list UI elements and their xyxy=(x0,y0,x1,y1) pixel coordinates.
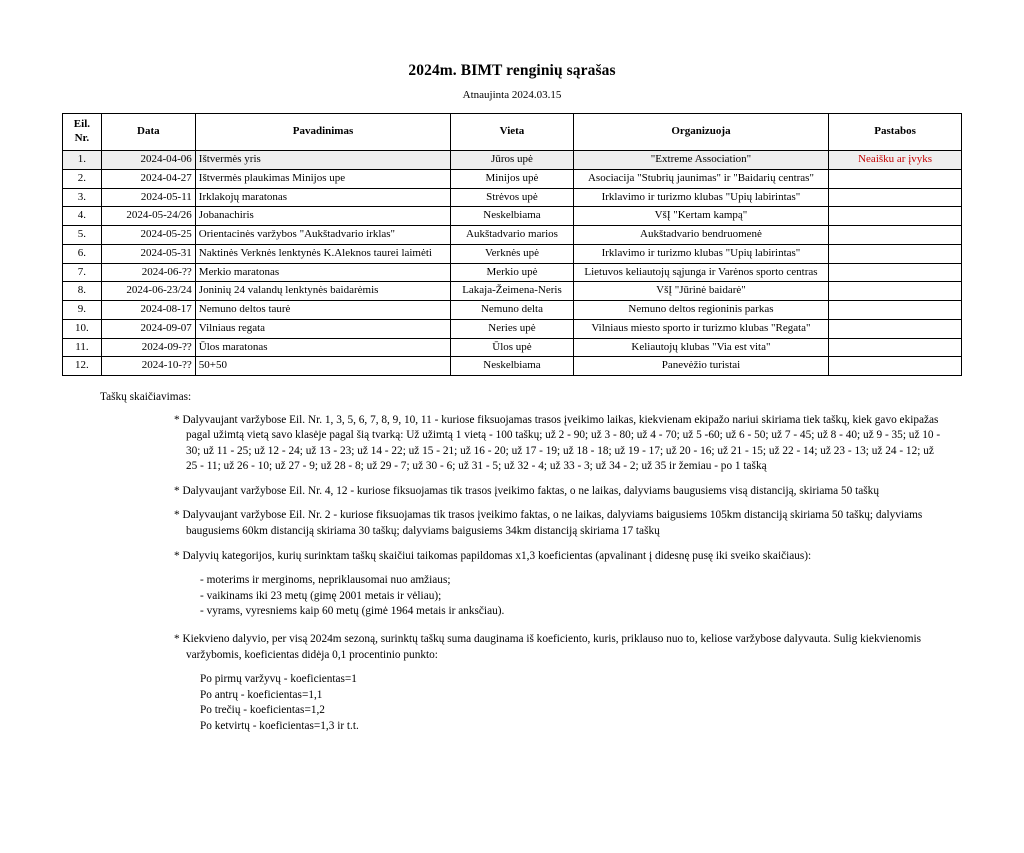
note-5-line-1: * Kiekvieno dalyvio, per visą 2024m sezoną, surinktų taškų suma dauginama iš koeficiento, kuris, priklauso nuo to, keliose varžybose dalyvauta. Sulig kiekvienomis xyxy=(174,632,922,645)
note-5-item: Po pirmų varžyvų - koeficientas=1 xyxy=(200,673,357,686)
cell-organizuoja: Irklavimo ir turizmo klubas "Upių labirintas" xyxy=(573,188,828,207)
page-title: 2024m. BIMT renginių sąrašas xyxy=(408,62,616,79)
document-page xyxy=(0,62,1024,853)
table-header xyxy=(63,114,962,151)
note-5-item: Po antrų - koeficientas=1,1 xyxy=(200,688,323,701)
table-row xyxy=(63,188,962,207)
cell-vieta: Verknės upė xyxy=(451,244,574,263)
cell-nr: 11. xyxy=(63,338,102,357)
cell-data: 2024-04-06 xyxy=(101,151,195,170)
cell-nr: 7. xyxy=(63,263,102,282)
note-1-line-1: * Dalyvaujant varžybose Eil. Nr. 1, 3, 5, 6, 7, 8, 9, 10, 11 - kuriose fiksuojamas trasos įveikimo laikas, kiekvienam ekipažo nariui skiriama tiek taškų, kiek gavo ekipažas xyxy=(174,413,939,426)
table-row xyxy=(63,263,962,282)
cell-pastabos xyxy=(829,263,962,282)
table-row xyxy=(63,244,962,263)
note-4-item: - vyrams, vyresniems kaip 60 metų (gimė 1964 metais ir anksčiau). xyxy=(200,605,505,618)
note-5-line-2: varžybomis, koeficientas didėja 0,1 procentinio punkto: xyxy=(186,648,438,661)
note-block-2 xyxy=(100,484,964,500)
table-body xyxy=(63,151,962,376)
note-3-line-2: baugusiems 60km distanciją skiriama 30 taškų; dalyviams baigusiems 34km distanciją skiriama 17 taškų xyxy=(186,525,660,538)
note-5-items xyxy=(100,672,964,734)
cell-pastabos xyxy=(829,301,962,320)
cell-nr: 6. xyxy=(63,244,102,263)
cell-pastabos xyxy=(829,169,962,188)
cell-pastabos xyxy=(829,207,962,226)
column-header-pavadinimas: Pavadinimas xyxy=(195,114,450,151)
cell-nr: 2. xyxy=(63,169,102,188)
cell-pavadinimas: Nemuno deltos taurė xyxy=(195,301,450,320)
cell-data: 2024-05-24/26 xyxy=(101,207,195,226)
cell-nr: 1. xyxy=(63,151,102,170)
cell-data: 2024-06-23/24 xyxy=(101,282,195,301)
note-4-line-1: * Dalyvių kategorijos, kurių surinktam taškų skaičiui taikomas papildomas x1,3 koeficientas (apvalinant į didesnę pusę iki sveiko skaičiaus): xyxy=(174,549,812,562)
table-header-row xyxy=(63,114,962,151)
events-table xyxy=(62,113,962,376)
cell-pastabos: Neaišku ar įvyks xyxy=(829,151,962,170)
scoring-notes xyxy=(0,390,1024,734)
table-row xyxy=(63,207,962,226)
cell-nr: 9. xyxy=(63,301,102,320)
cell-pavadinimas: Joninių 24 valandų lenktynės baidarėmis xyxy=(195,282,450,301)
cell-organizuoja: VšĮ "Kertam kampą" xyxy=(573,207,828,226)
cell-organizuoja: Aukštadvario bendruomenė xyxy=(573,226,828,245)
cell-nr: 3. xyxy=(63,188,102,207)
cell-nr: 5. xyxy=(63,226,102,245)
cell-vieta: Nemuno delta xyxy=(451,301,574,320)
note-3-line-1: * Dalyvaujant varžybose Eil. Nr. 2 - kuriose fiksuojamas tik trasos įveikimo faktas, o ne laikas, dalyviams baigusiems 105km distanciją skiriama 50 taškų; dalyviams xyxy=(174,509,923,522)
cell-pavadinimas: Irklakojų maratonas xyxy=(195,188,450,207)
cell-pastabos xyxy=(829,282,962,301)
note-4-item: - vaikinams iki 23 metų (gimę 2001 metais ir vėliau); xyxy=(200,589,442,602)
table-row xyxy=(63,169,962,188)
cell-organizuoja: VšĮ "Jūrinė baidarė" xyxy=(573,282,828,301)
page-subtitle: Atnaujinta 2024.03.15 xyxy=(462,89,562,101)
column-header-nr-line1: Eil. xyxy=(73,118,90,131)
cell-data: 2024-05-11 xyxy=(101,188,195,207)
cell-pavadinimas: Ūlos maratonas xyxy=(195,338,450,357)
cell-pavadinimas: Jobanachiris xyxy=(195,207,450,226)
cell-nr: 8. xyxy=(63,282,102,301)
table-row xyxy=(63,301,962,320)
cell-pastabos xyxy=(829,338,962,357)
cell-vieta: Merkio upė xyxy=(451,263,574,282)
column-header-pastabos: Pastabos xyxy=(829,114,962,151)
note-block-4 xyxy=(100,549,964,565)
cell-pavadinimas: Merkio maratonas xyxy=(195,263,450,282)
note-4-item: - moterims ir merginoms, nepriklausomai nuo amžiaus; xyxy=(200,574,451,587)
column-header-vieta: Vieta xyxy=(451,114,574,151)
cell-pastabos xyxy=(829,319,962,338)
cell-data: 2024-08-17 xyxy=(101,301,195,320)
cell-nr: 4. xyxy=(63,207,102,226)
column-header-data: Data xyxy=(101,114,195,151)
note-1-line-4: 25 - 11; už 26 - 10; už 27 - 9; už 28 - 8; už 29 - 7; už 30 - 6; už 31 - 5; už 32 - 4; už 33 - 3; už 34 - 2; už 35 ir žemiau - po 1 tašką xyxy=(186,460,767,473)
cell-pastabos xyxy=(829,188,962,207)
notes-heading: Taškų skaičiavimas: xyxy=(100,391,192,403)
cell-vieta: Lakaja-Žeimena-Neris xyxy=(451,282,574,301)
cell-data: 2024-06-?? xyxy=(101,263,195,282)
cell-pavadinimas: Naktinės Verknės lenktynės K.Aleknos taurei laimėti xyxy=(195,244,450,263)
note-1-line-2: pagal užimtą vietą savo klasėje pagal šią tvarką: Už užimtą 1 vietą - 100 taškų; už 2 - 90; už 3 - 80; už 4 - 70; už 5 -60; už 6 - 50; už 7 - 45; už 8 - 40; už 9 - 35; už 10 - xyxy=(186,429,941,442)
table-row xyxy=(63,357,962,376)
cell-pavadinimas: 50+50 xyxy=(195,357,450,376)
cell-vieta: Neskelbiama xyxy=(451,357,574,376)
cell-data: 2024-05-25 xyxy=(101,226,195,245)
cell-vieta: Ūlos upė xyxy=(451,338,574,357)
cell-nr: 10. xyxy=(63,319,102,338)
cell-vieta: Neskelbiama xyxy=(451,207,574,226)
note-5-item: Po trečių - koeficientas=1,2 xyxy=(200,704,325,717)
cell-organizuoja: Vilniaus miesto sporto ir turizmo klubas "Regata" xyxy=(573,319,828,338)
cell-pavadinimas: Ištvermės yris xyxy=(195,151,450,170)
cell-pavadinimas: Vilniaus regata xyxy=(195,319,450,338)
column-header-nr-line2: Nr. xyxy=(74,132,90,144)
column-header-organizuoja: Organizuoja xyxy=(573,114,828,151)
table-row xyxy=(63,226,962,245)
cell-organizuoja: Asociacija "Stubrių jaunimas" ir "Baidarių centras" xyxy=(573,169,828,188)
cell-organizuoja: "Extreme Association" xyxy=(573,151,828,170)
column-header-nr xyxy=(63,114,102,151)
note-block-3 xyxy=(100,508,964,539)
cell-pavadinimas: Ištvermės plaukimas Minijos upe xyxy=(195,169,450,188)
cell-organizuoja: Nemuno deltos regioninis parkas xyxy=(573,301,828,320)
cell-organizuoja: Irklavimo ir turizmo klubas "Upių labirintas" xyxy=(573,244,828,263)
cell-vieta: Aukštadvario marios xyxy=(451,226,574,245)
note-1-line-3: 30; už 11 - 25; už 12 - 24; už 13 - 23; už 14 - 22; už 15 - 21; už 16 - 20; už 17 - 19; už 18 - 18; už 19 - 17; už 20 - 16; už 21 - 15; už 22 - 14; už 23 - 13; už 24 - 12; už xyxy=(186,444,934,457)
cell-pastabos xyxy=(829,226,962,245)
cell-pastabos xyxy=(829,357,962,376)
cell-organizuoja: Lietuvos keliautojų sąjunga ir Varėnos sporto centras xyxy=(573,263,828,282)
cell-vieta: Neries upė xyxy=(451,319,574,338)
cell-data: 2024-10-?? xyxy=(101,357,195,376)
cell-nr: 12. xyxy=(63,357,102,376)
cell-data: 2024-09-07 xyxy=(101,319,195,338)
note-block-5 xyxy=(100,632,964,663)
table-row xyxy=(63,319,962,338)
note-4-items xyxy=(100,573,964,620)
cell-vieta: Minijos upė xyxy=(451,169,574,188)
cell-data: 2024-05-31 xyxy=(101,244,195,263)
table-row xyxy=(63,151,962,170)
table-row xyxy=(63,282,962,301)
cell-vieta: Jūros upė xyxy=(451,151,574,170)
note-5-item: Po ketvirtų - koeficientas=1,3 ir t.t. xyxy=(200,719,359,732)
table-row xyxy=(63,338,962,357)
note-2-line-1: * Dalyvaujant varžybose Eil. Nr. 4, 12 - kuriose fiksuojamas tik trasos įveikimo faktas, o ne laikas, dalyviams baugusiems visą distanciją, skiriama 50 taškų xyxy=(174,484,879,497)
cell-data: 2024-09-?? xyxy=(101,338,195,357)
cell-organizuoja: Keliautojų klubas "Via est vita" xyxy=(573,338,828,357)
cell-data: 2024-04-27 xyxy=(101,169,195,188)
cell-vieta: Strėvos upė xyxy=(451,188,574,207)
cell-pastabos xyxy=(829,244,962,263)
note-block-1 xyxy=(100,413,964,475)
cell-organizuoja: Panevėžio turistai xyxy=(573,357,828,376)
cell-pavadinimas: Orientacinės varžybos "Aukštadvario irklas" xyxy=(195,226,450,245)
